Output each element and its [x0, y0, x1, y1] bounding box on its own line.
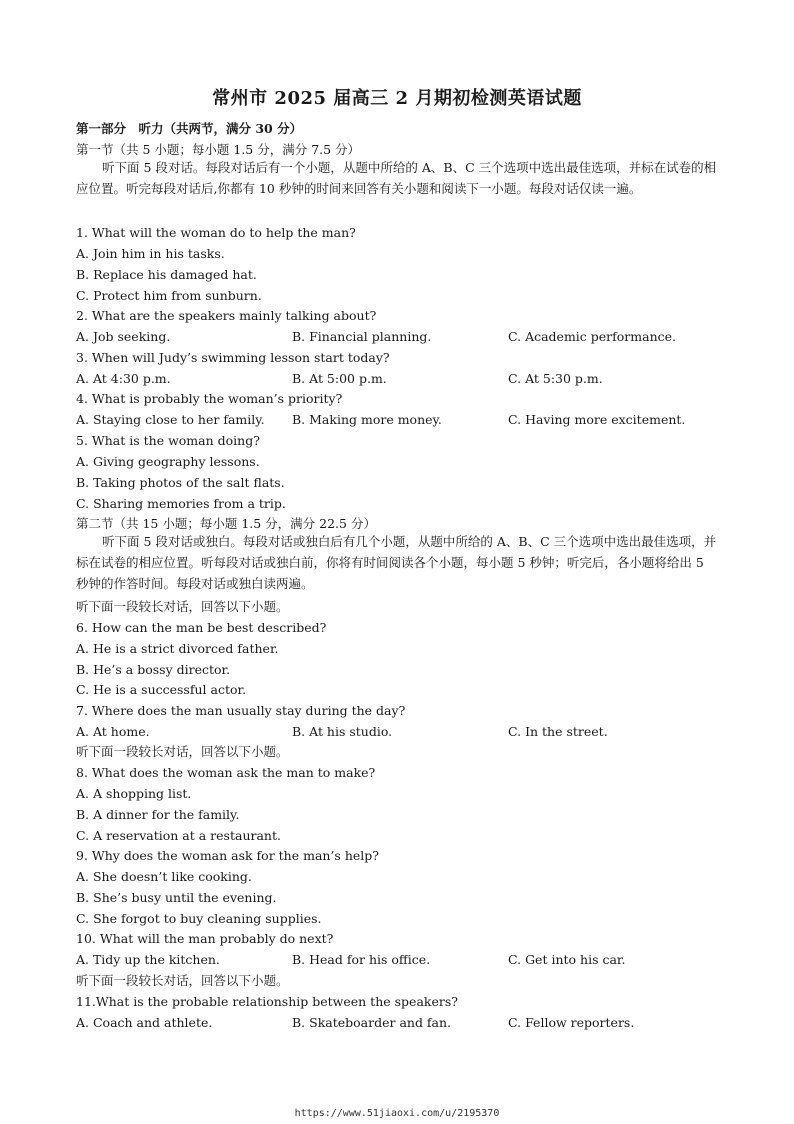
option-a: A. He is a strict divorced father. — [76, 641, 279, 656]
option-b: B. Skateboarder and fan. — [292, 1015, 452, 1030]
section1-heading: 第一节（共 5 小题；每小题 1.5 分，满分 7.5 分） — [76, 142, 361, 157]
option-b: B. A dinner for the family. — [76, 807, 240, 822]
section2-heading: 第二节（共 15 小题；每小题 1.5 分，满分 22.5 分） — [76, 516, 376, 531]
option-a: A. Staying close to her family. — [76, 412, 265, 427]
page-title: 常州市 2025 届高三 2 月期初检测英语试题 — [212, 88, 582, 109]
question-text: 8. What does the woman ask the man to make? — [76, 765, 376, 780]
option-b: B. Making more money. — [292, 412, 442, 427]
option-a: A. She doesn’t like cooking. — [76, 869, 252, 884]
question-text: 9. Why does the woman ask for the man’s help? — [76, 848, 379, 863]
dialog-prompt: 听下面一段较长对话，回答以下小题。 — [76, 973, 289, 988]
option-a: A. Giving geography lessons. — [76, 454, 260, 469]
option-c: C. She forgot to buy cleaning supplies. — [76, 911, 322, 926]
question-text: 1. What will the woman do to help the man? — [76, 225, 356, 240]
dialog-prompt: 听下面一段较长对话，回答以下小题。 — [76, 599, 289, 614]
option-b: B. She’s busy until the evening. — [76, 890, 277, 905]
section1-instructions: 听下面 5 段对话。每段对话后有一个小题，从题中所给的 A、B、C 三个选项中选出最佳选项，并标在试卷的相应位置。听完每段对话后,你都有 10 秒钟的时间来回答有关小题和阅读下一小题。每段对话仅读一遍。 — [76, 160, 717, 196]
option-c: C. In the street. — [508, 724, 608, 739]
option-a: A. At 4:30 p.m. — [76, 371, 171, 386]
option-c: C. At 5:30 p.m. — [508, 371, 603, 386]
question-text: 11.What is the probable relationship between the speakers? — [76, 994, 458, 1009]
question-text: 6. How can the man be best described? — [76, 620, 327, 635]
dialog-prompt: 听下面一段较长对话，回答以下小题。 — [76, 744, 289, 759]
option-c: C. He is a successful actor. — [76, 682, 247, 697]
option-b: B. Financial planning. — [292, 329, 432, 344]
option-c: C. Having more excitement. — [508, 412, 686, 427]
option-b: B. At 5:00 p.m. — [292, 371, 387, 386]
question-text: 7. Where does the man usually stay during the day? — [76, 703, 406, 718]
option-c: C. Academic performance. — [508, 329, 676, 344]
option-b: B. At his studio. — [292, 724, 393, 739]
option-a: A. Join him in his tasks. — [76, 246, 225, 261]
option-a: A. At home. — [76, 724, 150, 739]
option-b: B. Replace his damaged hat. — [76, 267, 257, 282]
option-c: C. Get into his car. — [508, 952, 626, 967]
option-c: C. Protect him from sunburn. — [76, 288, 262, 303]
option-c: C. Fellow reporters. — [508, 1015, 635, 1030]
part1-heading: 第一部分 听力（共两节，满分 30 分） — [76, 121, 303, 136]
question-text: 5. What is the woman doing? — [76, 433, 260, 448]
option-a: A. Job seeking. — [76, 329, 171, 344]
option-b: B. Head for his office. — [292, 952, 431, 967]
option-b: B. Taking photos of the salt flats. — [76, 475, 285, 490]
option-b: B. He’s a bossy director. — [76, 662, 231, 677]
option-a: A. A shopping list. — [76, 786, 192, 801]
question-text: 2. What are the speakers mainly talking about? — [76, 308, 377, 323]
option-c: C. Sharing memories from a trip. — [76, 496, 286, 511]
question-text: 4. What is probably the woman’s priority? — [76, 391, 343, 406]
section2-instructions: 听下面 5 段对话或独白。每段对话或独白后有几个小题，从题中所给的 A、B、C 三个选项中选出最佳选项，并标在试卷的相应位置。听每段对话或独白前，你将有时间阅读各个小题，每小题 5 秒钟；听完后，各小题将给出 5 秒钟的作答时间。每段对话或独白读两遍。 — [76, 534, 717, 591]
question-text: 3. When will Judy’s swimming lesson start today? — [76, 350, 390, 365]
option-a: A. Coach and athlete. — [76, 1015, 213, 1030]
question-text: 10. What will the man probably do next? — [76, 931, 334, 946]
option-a: A. Tidy up the kitchen. — [76, 952, 220, 967]
option-c: C. A reservation at a restaurant. — [76, 828, 281, 843]
footer-url[interactable]: https://www.51jiaoxi.com/u/2195370 — [294, 1108, 500, 1119]
